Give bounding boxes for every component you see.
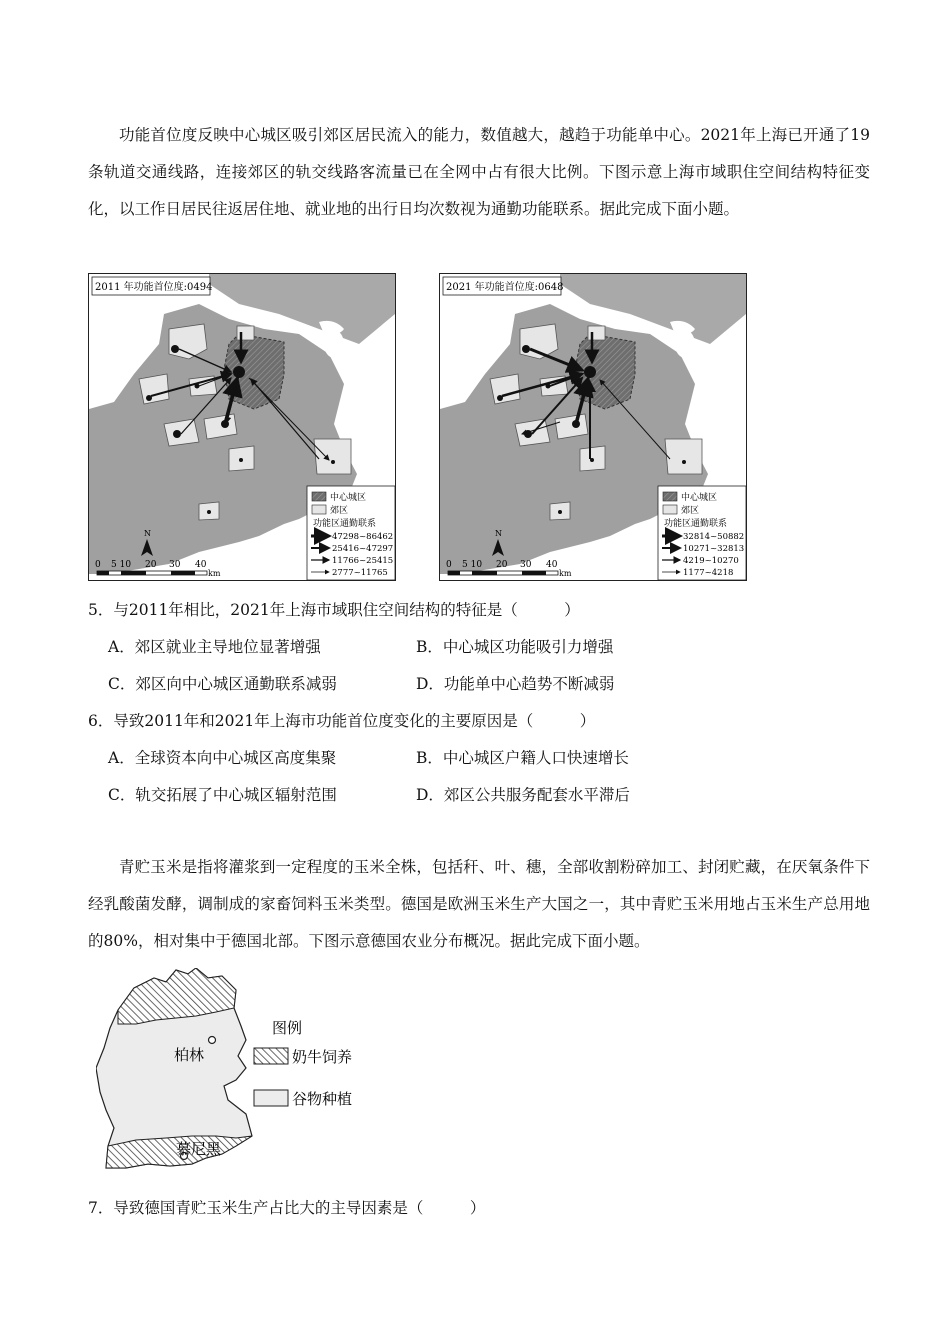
question-6-option-a[interactable]: A．全球资本向中心城区高度集聚 [108, 749, 337, 767]
question-5-option-a[interactable]: A．郊区就业主导地位显著增强 [108, 638, 321, 656]
svg-text:20: 20 [145, 560, 157, 570]
question-7-stem: 7．导致德国青贮玉米生产占比大的主导因素是（ ） [88, 1199, 486, 1217]
legend-range-1: 47298~86462 [332, 532, 394, 542]
map-2021-title: 2021 年功能首位度:0648 [446, 282, 564, 293]
svg-text:km: km [559, 569, 572, 578]
legend-grain-swatch [254, 1090, 288, 1106]
legend-range-3: 11766~25415 [332, 556, 394, 566]
north-label: N [495, 529, 502, 538]
svg-text:0: 0 [446, 560, 452, 570]
legend-grain: 谷物种植 [292, 1090, 353, 1108]
question-6-option-d[interactable]: D．郊区公共服务配套水平滞后 [416, 786, 630, 804]
passage-shanghai: 功能首位度反映中心城区吸引郊区居民流入的能力，数值越大，越趋于功能单中心。2021年上海已开通了19条轨道交通线路，连接郊区的轨交线路客流量已在全网中占有很大比例。下图示意上海市域职住空间结构特征变化，以工作日居民往返居住地、就业地的出行日均次数视为通勤功能联系。据此完成下面小题。 [88, 126, 870, 218]
passage-silage-corn: 青贮玉米是指将灌浆到一定程度的玉米全株，包括秆、叶、穗，全部收割粉碎加工、封闭贮藏，在厌氧条件下经乳酸菌发酵，调制成的家畜饲料玉米类型。德国是欧洲玉米生产大国之一，其中青贮玉米用地占玉米生产总用地的80%，相对集中于德国北部。下图示意德国农业分布概况。据此完成下面小题。 [88, 858, 870, 950]
legend-dairy-swatch [254, 1048, 288, 1064]
svg-text:30: 30 [520, 560, 532, 570]
svg-text:40: 40 [195, 560, 207, 570]
question-5-stem: 5．与2011年相比，2021年上海市域职住空间结构的特征是（ ） [88, 601, 580, 619]
legend-suburb: 郊区 [330, 506, 349, 516]
svg-text:5 10: 5 10 [111, 560, 132, 570]
germany-agriculture-map [96, 968, 386, 1187]
scale-bar [97, 571, 207, 575]
berlin-marker [209, 1037, 216, 1044]
legend-range-3: 4219~10270 [683, 556, 739, 566]
label-berlin: 柏林 [174, 1046, 205, 1064]
legend-range-2: 10271~32813 [683, 544, 745, 554]
svg-text:40: 40 [546, 560, 558, 570]
legend-suburb: 郊区 [681, 506, 700, 516]
svg-text:5 10: 5 10 [462, 560, 483, 570]
svg-text:km: km [208, 569, 221, 578]
svg-text:0: 0 [95, 560, 101, 570]
question-5-option-c[interactable]: C．郊区向中心城区通勤联系减弱 [108, 675, 337, 693]
legend-title: 功能区通勤联系 [664, 519, 728, 529]
map-2021 [439, 273, 747, 581]
legend-range-4: 1177~4218 [683, 568, 734, 578]
question-6-option-b[interactable]: B．中心城区户籍人口快速增长 [416, 749, 629, 767]
legend-range-4: 2777~11765 [332, 568, 388, 578]
svg-text:20: 20 [496, 560, 508, 570]
legend-title: 图例 [272, 1019, 303, 1037]
question-6-option-c[interactable]: C．轨交拓展了中心城区辐射范围 [108, 786, 337, 804]
question-6-stem: 6．导致2011年和2021年上海市功能首位度变化的主要原因是（ ） [88, 712, 596, 730]
north-label: N [144, 529, 151, 538]
legend-range-2: 25416~47297 [332, 544, 394, 554]
legend-title: 功能区通勤联系 [313, 519, 377, 529]
svg-text:30: 30 [169, 560, 181, 570]
map-2011-title: 2011 年功能首位度:0494 [95, 282, 213, 293]
question-5-option-d[interactable]: D．功能单中心趋势不断减弱 [416, 675, 615, 693]
legend-core: 中心城区 [681, 493, 718, 503]
question-5-option-b[interactable]: B．中心城区功能吸引力增强 [416, 638, 614, 656]
legend-dairy: 奶牛饲养 [292, 1048, 353, 1066]
scale-bar [448, 571, 558, 575]
legend-core: 中心城区 [330, 493, 367, 503]
label-munich: 慕尼黑 [176, 1140, 222, 1158]
legend-range-1: 32814~50882 [683, 532, 745, 542]
map-2011 [88, 273, 396, 581]
